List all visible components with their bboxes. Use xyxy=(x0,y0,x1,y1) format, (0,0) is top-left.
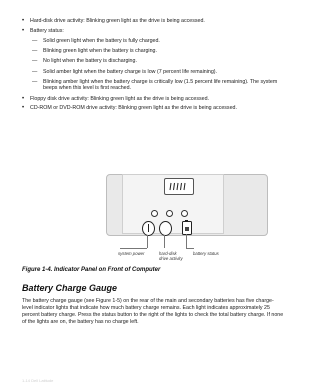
battery-icon xyxy=(182,221,192,235)
bullet-icon: • xyxy=(22,18,25,24)
indicator-light-icon xyxy=(166,210,173,217)
callout-line xyxy=(164,235,165,248)
sub-list-item-text: Blinking amber light when the battery charge is critically low (1.5 percent life remaining). The system beeps when this level is first reached. xyxy=(43,78,278,92)
dash-icon: — xyxy=(32,78,38,85)
sub-list-item-text: Solid green light when the battery is fully charged. xyxy=(43,37,160,44)
hard-disk-icon xyxy=(159,221,172,236)
indicator-light-icon xyxy=(151,210,158,217)
callout-line xyxy=(120,248,147,249)
bullet-icon: • xyxy=(22,95,25,102)
list-item-text: Battery status: xyxy=(30,27,64,34)
sub-list-item xyxy=(22,58,288,65)
list-item-text: Floppy disk drive activity: Blinking green light as the drive is being accessed. xyxy=(30,95,210,102)
dash-icon: — xyxy=(32,68,38,75)
section-heading: Battery Charge Gauge xyxy=(22,283,118,293)
label-hard-disk-activity: hard-disk drive activity xyxy=(159,251,183,261)
bullet-icon: • xyxy=(22,27,25,34)
sub-list-item-text: Solid amber light when the battery charge is low (7 percent life remaining). xyxy=(43,68,218,75)
callout-line xyxy=(147,235,148,248)
page-footer: 1-14 Dell Latitude xyxy=(22,378,54,383)
dash-icon: — xyxy=(32,48,38,55)
bullet-icon: • xyxy=(22,105,25,112)
indicator-list xyxy=(22,18,288,115)
label-battery-status: battery status xyxy=(193,251,219,256)
callout-line xyxy=(186,248,194,249)
list-item xyxy=(22,105,288,112)
sub-list-item xyxy=(22,38,288,45)
sub-list-item-text: Blinking green light when the battery is charging. xyxy=(43,48,157,55)
power-icon xyxy=(142,221,155,236)
section-body: The battery charge gauge (see Figure 1-5) on the rear of the main and secondary batteries has five charge-level indicator lights that indicate how much battery charge remains. Each light indicates approximately 25 percent battery charge. Press the status button to the right of the lights to check the total battery charge. If none of the lights are on, the battery has no charge left. xyxy=(22,298,284,325)
list-item-text: Hard-disk drive activity: Blinking green light as the drive is being accessed. xyxy=(30,18,205,24)
list-item xyxy=(22,28,288,35)
indicator-light-icon xyxy=(181,210,188,217)
sub-list-item xyxy=(22,48,288,55)
sub-list-item-text: No light when the battery is discharging. xyxy=(43,58,137,65)
list-item-text: CD-ROM or DVD-ROM drive activity: Blinking green light as the drive is being accessed. xyxy=(30,105,237,112)
dash-icon: — xyxy=(32,37,38,44)
sub-list-item xyxy=(22,79,288,92)
list-item xyxy=(22,18,288,25)
sub-list-item xyxy=(22,69,288,76)
list-item xyxy=(22,96,288,103)
label-system-power: system power xyxy=(118,251,145,256)
figure-caption: Figure 1-4. Indicator Panel on Front of Computer xyxy=(22,267,161,273)
callout-line xyxy=(186,234,187,248)
dash-icon: — xyxy=(32,58,38,65)
indicator-panel-figure xyxy=(100,172,272,242)
drive-slot-icon xyxy=(164,178,194,195)
